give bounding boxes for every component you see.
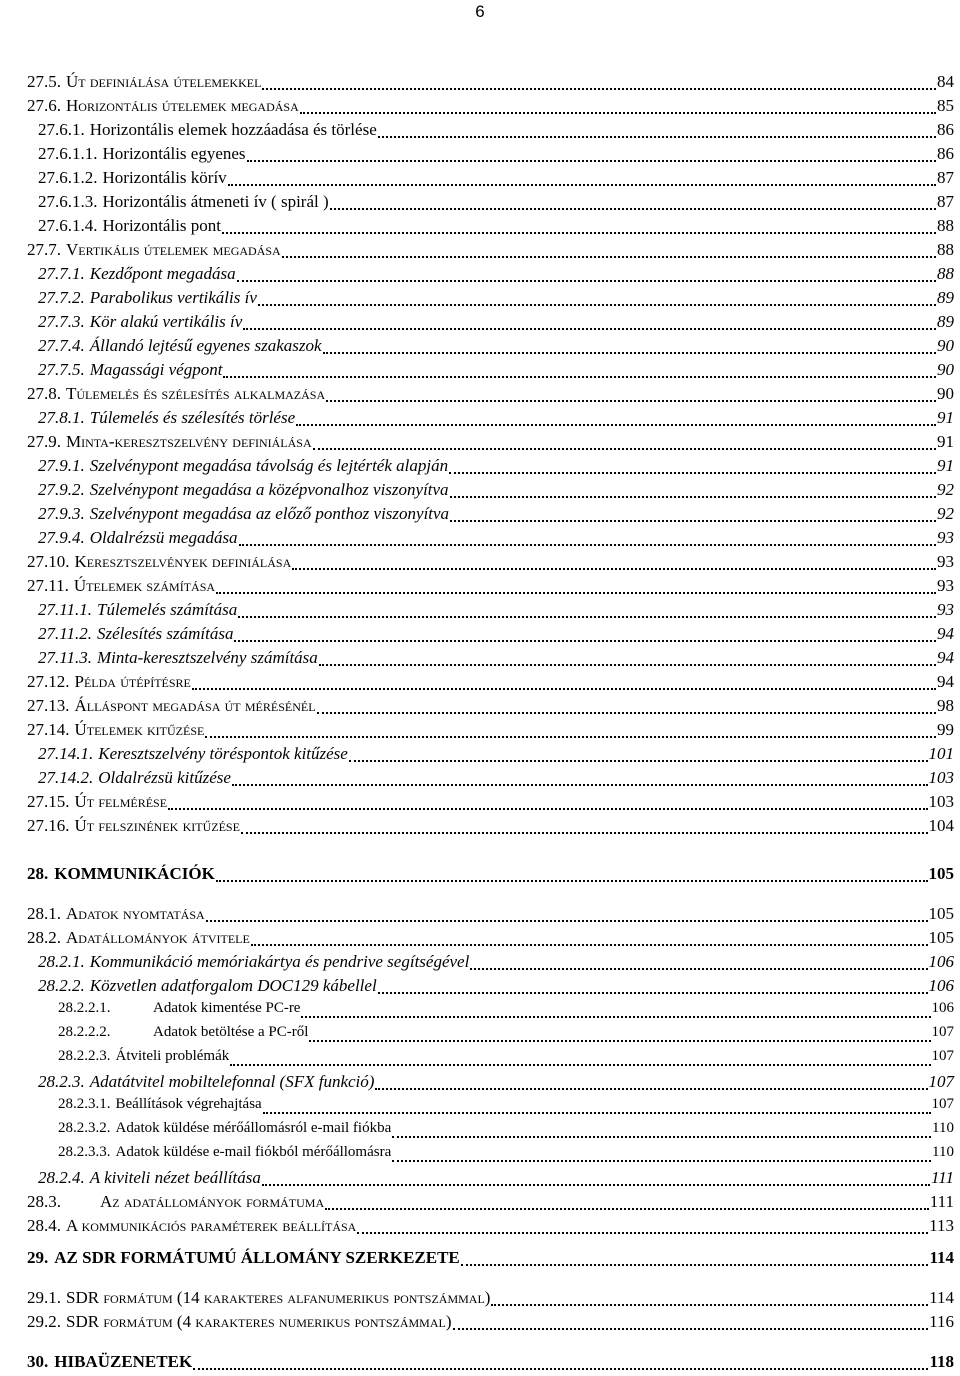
toc-entry-number: 27.8.1. [38,408,85,427]
toc-entry-page: 93 [937,600,954,619]
toc-entry-title: Adatok nyomtatása [66,904,205,923]
toc-entry-number: 27.14.1. [38,744,94,763]
dot-leader [453,1327,929,1330]
toc-entry-title: Állandó lejtésű egyenes szakaszok [89,336,322,355]
toc-entry-page: 113 [929,1216,954,1235]
toc-entry[interactable] [27,720,954,744]
toc-entry-title: Keresztszelvények definiálása [74,552,292,571]
toc-entry-page: 107 [931,1096,954,1112]
toc-entry-title: Vertikális útelemek megadása [66,240,281,259]
toc-entry-page: 87 [937,168,954,187]
dot-leader [263,1111,931,1114]
toc-entry[interactable] [58,1024,954,1048]
toc-entry-title: Horizontális körív [102,168,227,187]
dot-leader [168,807,927,810]
toc-entry[interactable] [38,600,954,624]
toc-entry[interactable] [27,1192,954,1216]
dot-leader [392,1159,931,1162]
dot-leader [223,375,936,378]
toc-entry-number: 27.11.2. [38,624,92,643]
toc-entry-title: Túlemelés és szélesítés törlése [89,408,296,427]
toc-entry[interactable] [27,1312,954,1336]
toc-entry-page: 90 [937,384,954,403]
dot-leader [234,639,936,642]
toc-entry-title: Adatok kimentése PC-re [153,1000,301,1016]
toc-entry[interactable] [38,528,954,552]
toc-entry-number: 27.11.3. [38,648,92,667]
dot-leader [378,991,928,994]
toc-entry-title: A kiviteli nézet beállítása [89,1168,261,1187]
toc-entry-number: 27.7.5. [38,360,85,379]
toc-entry-title: Útelemek kitűzése [74,720,205,739]
dot-leader [230,1063,930,1066]
toc-entry-number: 27.7. [27,240,61,259]
toc-entry-page: 85 [937,96,954,115]
toc-entry-title: Túlemelés számítása [97,600,238,619]
dot-leader [216,591,936,594]
toc-entry-number: 28.2.3.1. [58,1096,111,1112]
dot-leader [251,943,928,946]
dot-leader [206,919,928,922]
toc-entry-title: Adatok küldése e-mail fiókból mérőállomásra [115,1144,392,1160]
toc-entry[interactable] [38,312,954,336]
dot-leader [449,471,936,474]
toc-entry[interactable] [38,216,954,240]
toc-entry-number: 27.11. [27,576,69,595]
toc-entry[interactable] [27,1352,954,1376]
toc-entry-title: Szelvénypont megadása az előző ponthoz viszonyítva [89,504,450,523]
toc-entry-number: 27.6.1.1. [38,144,98,163]
toc-entry-title: Kommunikáció memóriakártya és pendrive segítségével [89,952,470,971]
toc-entry-title: Parabolikus vertikális ív [89,288,257,307]
toc-entry[interactable] [27,864,954,888]
toc-entry[interactable] [38,1072,954,1096]
toc-entry-number: 27.14.2. [38,768,94,787]
toc-entry-number: 28.1. [27,904,61,923]
toc-entry[interactable] [58,1144,954,1168]
dot-leader [239,543,936,546]
toc-entry-page: 105 [928,928,954,947]
toc-entry-title: Magassági végpont [89,360,223,379]
dot-leader [323,351,936,354]
toc-entry-title: Az adatállományok formátuma [100,1192,325,1211]
toc-entry-page: 107 [931,1048,954,1064]
toc-entry[interactable] [27,432,954,456]
toc-entry-number: 27.7.2. [38,288,85,307]
toc-entry-title: Útelemek számítása [73,576,216,595]
dot-leader [192,687,936,690]
dot-leader [232,783,928,786]
toc-entry-title: AZ SDR FORMÁTUMÚ ÁLLOMÁNY SZERKEZETE [54,1248,460,1267]
toc-entry[interactable] [27,1216,954,1240]
toc-entry[interactable] [27,552,954,576]
toc-entry-title: SDR formátum (4 karakteres numerikus pontszámmal) [66,1312,452,1331]
dot-leader [262,87,936,90]
toc-entry-title: Minta-keresztszelvény definiálása [66,432,312,451]
toc-entry[interactable] [58,1120,954,1144]
toc-entry-number: 27.12. [27,672,70,691]
toc-entry-number: 27.6.1. [38,120,85,139]
toc-entry[interactable] [38,744,954,768]
toc-entry-page: 91 [937,456,954,475]
toc-entry-page: 90 [937,360,954,379]
toc-entry-number: 27.7.3. [38,312,85,331]
toc-entry[interactable] [38,336,954,360]
toc-entry-page: 91 [937,432,954,451]
toc-entry-title: KOMMUNIKÁCIÓK [54,864,215,883]
toc-entry[interactable] [27,816,954,840]
toc-entry-number: 28.2.4. [38,1168,85,1187]
toc-entry-number: 28.2. [27,928,61,947]
toc-entry-number: 27.5. [27,72,61,91]
toc-entry-number: 29. [27,1248,49,1267]
toc-entry-page: 106 [928,976,954,995]
toc-entry[interactable] [27,1288,954,1312]
toc-entry-page: 88 [937,216,954,235]
toc-entry-number: 28.2.2. [38,976,85,995]
toc-entry-title: Adatátvitel mobiltelefonnal (SFX funkció) [89,1072,375,1091]
toc-entry[interactable] [27,240,954,264]
toc-entry[interactable] [38,648,954,672]
dot-leader [317,711,936,714]
toc-entry-title: Kör alakú vertikális ív [89,312,243,331]
toc-entry-page: 94 [937,624,954,643]
toc-entry-page: 111 [931,1168,954,1187]
toc-entry[interactable] [38,976,954,1000]
toc-entry[interactable] [27,1248,954,1272]
toc-entry-number: 28.3. [27,1192,61,1211]
dot-leader [461,1263,929,1266]
toc-entry-page: 93 [937,528,954,547]
toc-entry-page: 91 [937,408,954,427]
toc-entry-page: 103 [928,792,954,811]
toc-entry-title: SDR formátum (14 karakteres alfanumerikus pontszámmal) [66,1288,491,1307]
toc-entry-number: 27.9.4. [38,528,85,547]
toc-entry[interactable] [38,504,954,528]
dot-leader [392,1135,931,1138]
toc-entry[interactable] [38,408,954,432]
toc-entry-number: 27.16. [27,816,70,835]
toc-entry-number: 28.4. [27,1216,61,1235]
toc-entry-title: Kezdőpont megadása [89,264,236,283]
dot-leader [491,1303,928,1306]
toc-entry[interactable] [27,72,954,96]
toc-entry[interactable] [27,384,954,408]
toc-entry-page: 94 [937,672,954,691]
toc-entry-number: 28.2.2.2. [58,1024,111,1040]
toc-entry[interactable] [38,1168,954,1192]
toc-entry-page: 107 [928,1072,954,1091]
toc-entry[interactable] [27,928,954,952]
toc-entry-number: 29.1. [27,1288,61,1307]
dot-leader [222,231,936,234]
toc-entry-number: 27.7.4. [38,336,85,355]
toc-entry[interactable] [27,696,954,720]
toc-entry-title: Szelvénypont megadása a középvonalhoz viszonyítva [89,480,449,499]
dot-leader [205,735,936,738]
toc-entry-number: 27.13. [27,696,70,715]
toc-entry-title: Beállítások végrehajtása [115,1096,262,1112]
toc-entry-number: 27.6.1.3. [38,192,98,211]
toc-entry-page: 114 [929,1288,954,1307]
toc-entry-title: Út felszinének kitűzése [74,816,240,835]
toc-entry[interactable] [38,168,954,192]
toc-entry-number: 27.8. [27,384,61,403]
toc-entry-page: 88 [937,264,954,283]
toc-entry-page: 89 [937,312,954,331]
toc-entry-page: 90 [937,336,954,355]
toc-entry[interactable] [58,1048,954,1072]
toc-entry-page: 93 [937,576,954,595]
toc-entry[interactable] [27,672,954,696]
toc-entry-title: HIBAÜZENETEK [54,1352,193,1371]
toc-entry[interactable] [38,288,954,312]
toc-entry-number: 28.2.3. [38,1072,85,1091]
toc-entry-page: 103 [928,768,954,787]
toc-entry-title: Szelvénypont megadása távolság és lejtérték alapján [89,456,449,475]
dot-leader [237,279,936,282]
toc-entry-number: 29.2. [27,1312,61,1331]
toc-entry-number: 27.11.1. [38,600,92,619]
toc-entry-title: Adatok küldése mérőállomásról e-mail fiókba [115,1120,392,1136]
toc-entry[interactable] [38,480,954,504]
toc-entry-page: 105 [928,904,954,923]
toc-entry-page: 106 [928,952,954,971]
dot-leader [325,1207,929,1210]
toc-entry-page: 101 [928,744,954,763]
dot-leader [262,1183,930,1186]
dot-leader [296,423,936,426]
dot-leader [216,879,928,882]
page-number: 6 [475,2,485,21]
toc-entry[interactable] [38,120,954,144]
toc-entry-number: 30. [27,1352,49,1371]
toc-entry-title: Álláspont megadása út mérésénél [74,696,316,715]
toc-entry-number: 27.9. [27,432,61,451]
toc-entry-number: 27.15. [27,792,70,811]
dot-leader [330,207,936,210]
toc-entry-number: 27.9.2. [38,480,85,499]
toc-entry-page: 107 [931,1024,954,1040]
toc-entry[interactable] [38,144,954,168]
toc-entry-page: 84 [937,72,954,91]
toc-entry-title: Horizontális egyenes [102,144,246,163]
toc-entry-title: Közvetlen adatforgalom DOC129 kábellel [89,976,377,995]
toc-entry-page: 106 [931,1000,954,1016]
toc-entry-title: Út felmérése [74,792,168,811]
dot-leader [258,303,936,306]
toc-entry-title: Oldalrézsü kitűzése [98,768,231,787]
dot-leader [228,183,936,186]
toc-entry-page: 105 [928,864,954,883]
toc-entry-number: 27.6. [27,96,61,115]
toc-entry-title: Horizontális átmeneti ív ( spirál ) [102,192,329,211]
dot-leader [349,759,928,762]
toc-entry[interactable] [38,192,954,216]
dot-leader [292,567,936,570]
toc-entry[interactable] [38,624,954,648]
toc-entry-title: Túlemelés és szélesítés alkalmazása [66,384,326,403]
toc-entry-number: 27.9.3. [38,504,85,523]
toc-entry-page: 89 [937,288,954,307]
toc-entry-page: 110 [932,1120,954,1136]
toc-entry-number: 27.6.1.4. [38,216,98,235]
dot-leader [309,1039,930,1042]
toc-entry-number: 28.2.1. [38,952,85,971]
toc-entry-title: Horizontális útelemek megadása [66,96,299,115]
dot-leader [313,447,936,450]
toc-entry-number: 28.2.2.3. [58,1048,111,1064]
toc-entry-page: 118 [929,1352,954,1371]
toc-entry-page: 114 [929,1248,954,1267]
dot-leader [450,519,936,522]
toc-entry-title: Horizontális pont [102,216,222,235]
dot-leader [241,831,928,834]
toc-entry-page: 111 [929,1192,954,1211]
toc-entry-page: 104 [928,816,954,835]
toc-entry-page: 92 [937,480,954,499]
dot-leader [326,399,936,402]
toc-entry-page: 98 [937,696,954,715]
dot-leader [357,1231,928,1234]
toc-entry-number: 27.6.1.2. [38,168,98,187]
toc-entry-title: Példa útépítésre [74,672,191,691]
toc-entry-title: Szélesítés számítása [97,624,234,643]
toc-entry-title: Oldalrézsü megadása [89,528,238,547]
toc-entry-page: 93 [937,552,954,571]
dot-leader [247,159,936,162]
toc-entry[interactable] [38,360,954,384]
toc-entry-number: 27.14. [27,720,70,739]
toc-entry-page: 94 [937,648,954,667]
toc-entry[interactable] [38,952,954,976]
toc-entry[interactable] [27,792,954,816]
toc-entry-number: 28.2.2.1. [58,1000,111,1016]
toc-entry-page: 86 [937,120,954,139]
toc-entry-number: 28.2.3.2. [58,1120,111,1136]
toc-entry-title: Horizontális elemek hozzáadása és törlése [89,120,377,139]
dot-leader [301,1015,930,1018]
dot-leader [300,111,936,114]
toc-entry-title: Út definiálása útelemekkel [66,72,262,91]
toc-entry-number: 27.7.1. [38,264,85,283]
toc-entry-page: 86 [937,144,954,163]
toc-entry[interactable] [58,1000,954,1024]
dot-leader [450,495,936,498]
toc-entry-number: 28. [27,864,49,883]
toc-entry-title: Minta-keresztszelvény számítása [97,648,318,667]
toc-entry[interactable] [38,768,954,792]
toc-entry-title: Adatállományok átvitele [66,928,250,947]
toc-entry-number: 27.9.1. [38,456,85,475]
toc-entry[interactable] [58,1096,954,1120]
toc-entry-page: 99 [937,720,954,739]
toc-entry-title: A kommunikációs paraméterek beállítása [66,1216,357,1235]
dot-leader [470,967,927,970]
dot-leader [375,1087,927,1090]
dot-leader [243,327,936,330]
toc-entry[interactable] [38,456,954,480]
dot-leader [282,255,936,258]
toc-entry[interactable] [38,264,954,288]
toc-entry-number: 28.2.3.3. [58,1144,111,1160]
toc-entry[interactable] [27,904,954,928]
toc-entry-number: 27.10. [27,552,70,571]
toc-entry-page: 88 [937,240,954,259]
toc-entry[interactable] [27,96,954,120]
toc-entry-page: 110 [932,1144,954,1160]
toc-entry-page: 92 [937,504,954,523]
toc-entry-title: Keresztszelvény töréspontok kitűzése [98,744,348,763]
dot-leader [238,615,936,618]
toc-entry-title: Átviteli problémák [115,1048,230,1064]
toc-entry-title: Adatok betöltése a PC-ről [153,1024,309,1040]
dot-leader [319,663,936,666]
toc-entry[interactable] [27,576,954,600]
toc-entry-page: 87 [937,192,954,211]
dot-leader [378,135,936,138]
toc-entry-page: 116 [929,1312,954,1331]
